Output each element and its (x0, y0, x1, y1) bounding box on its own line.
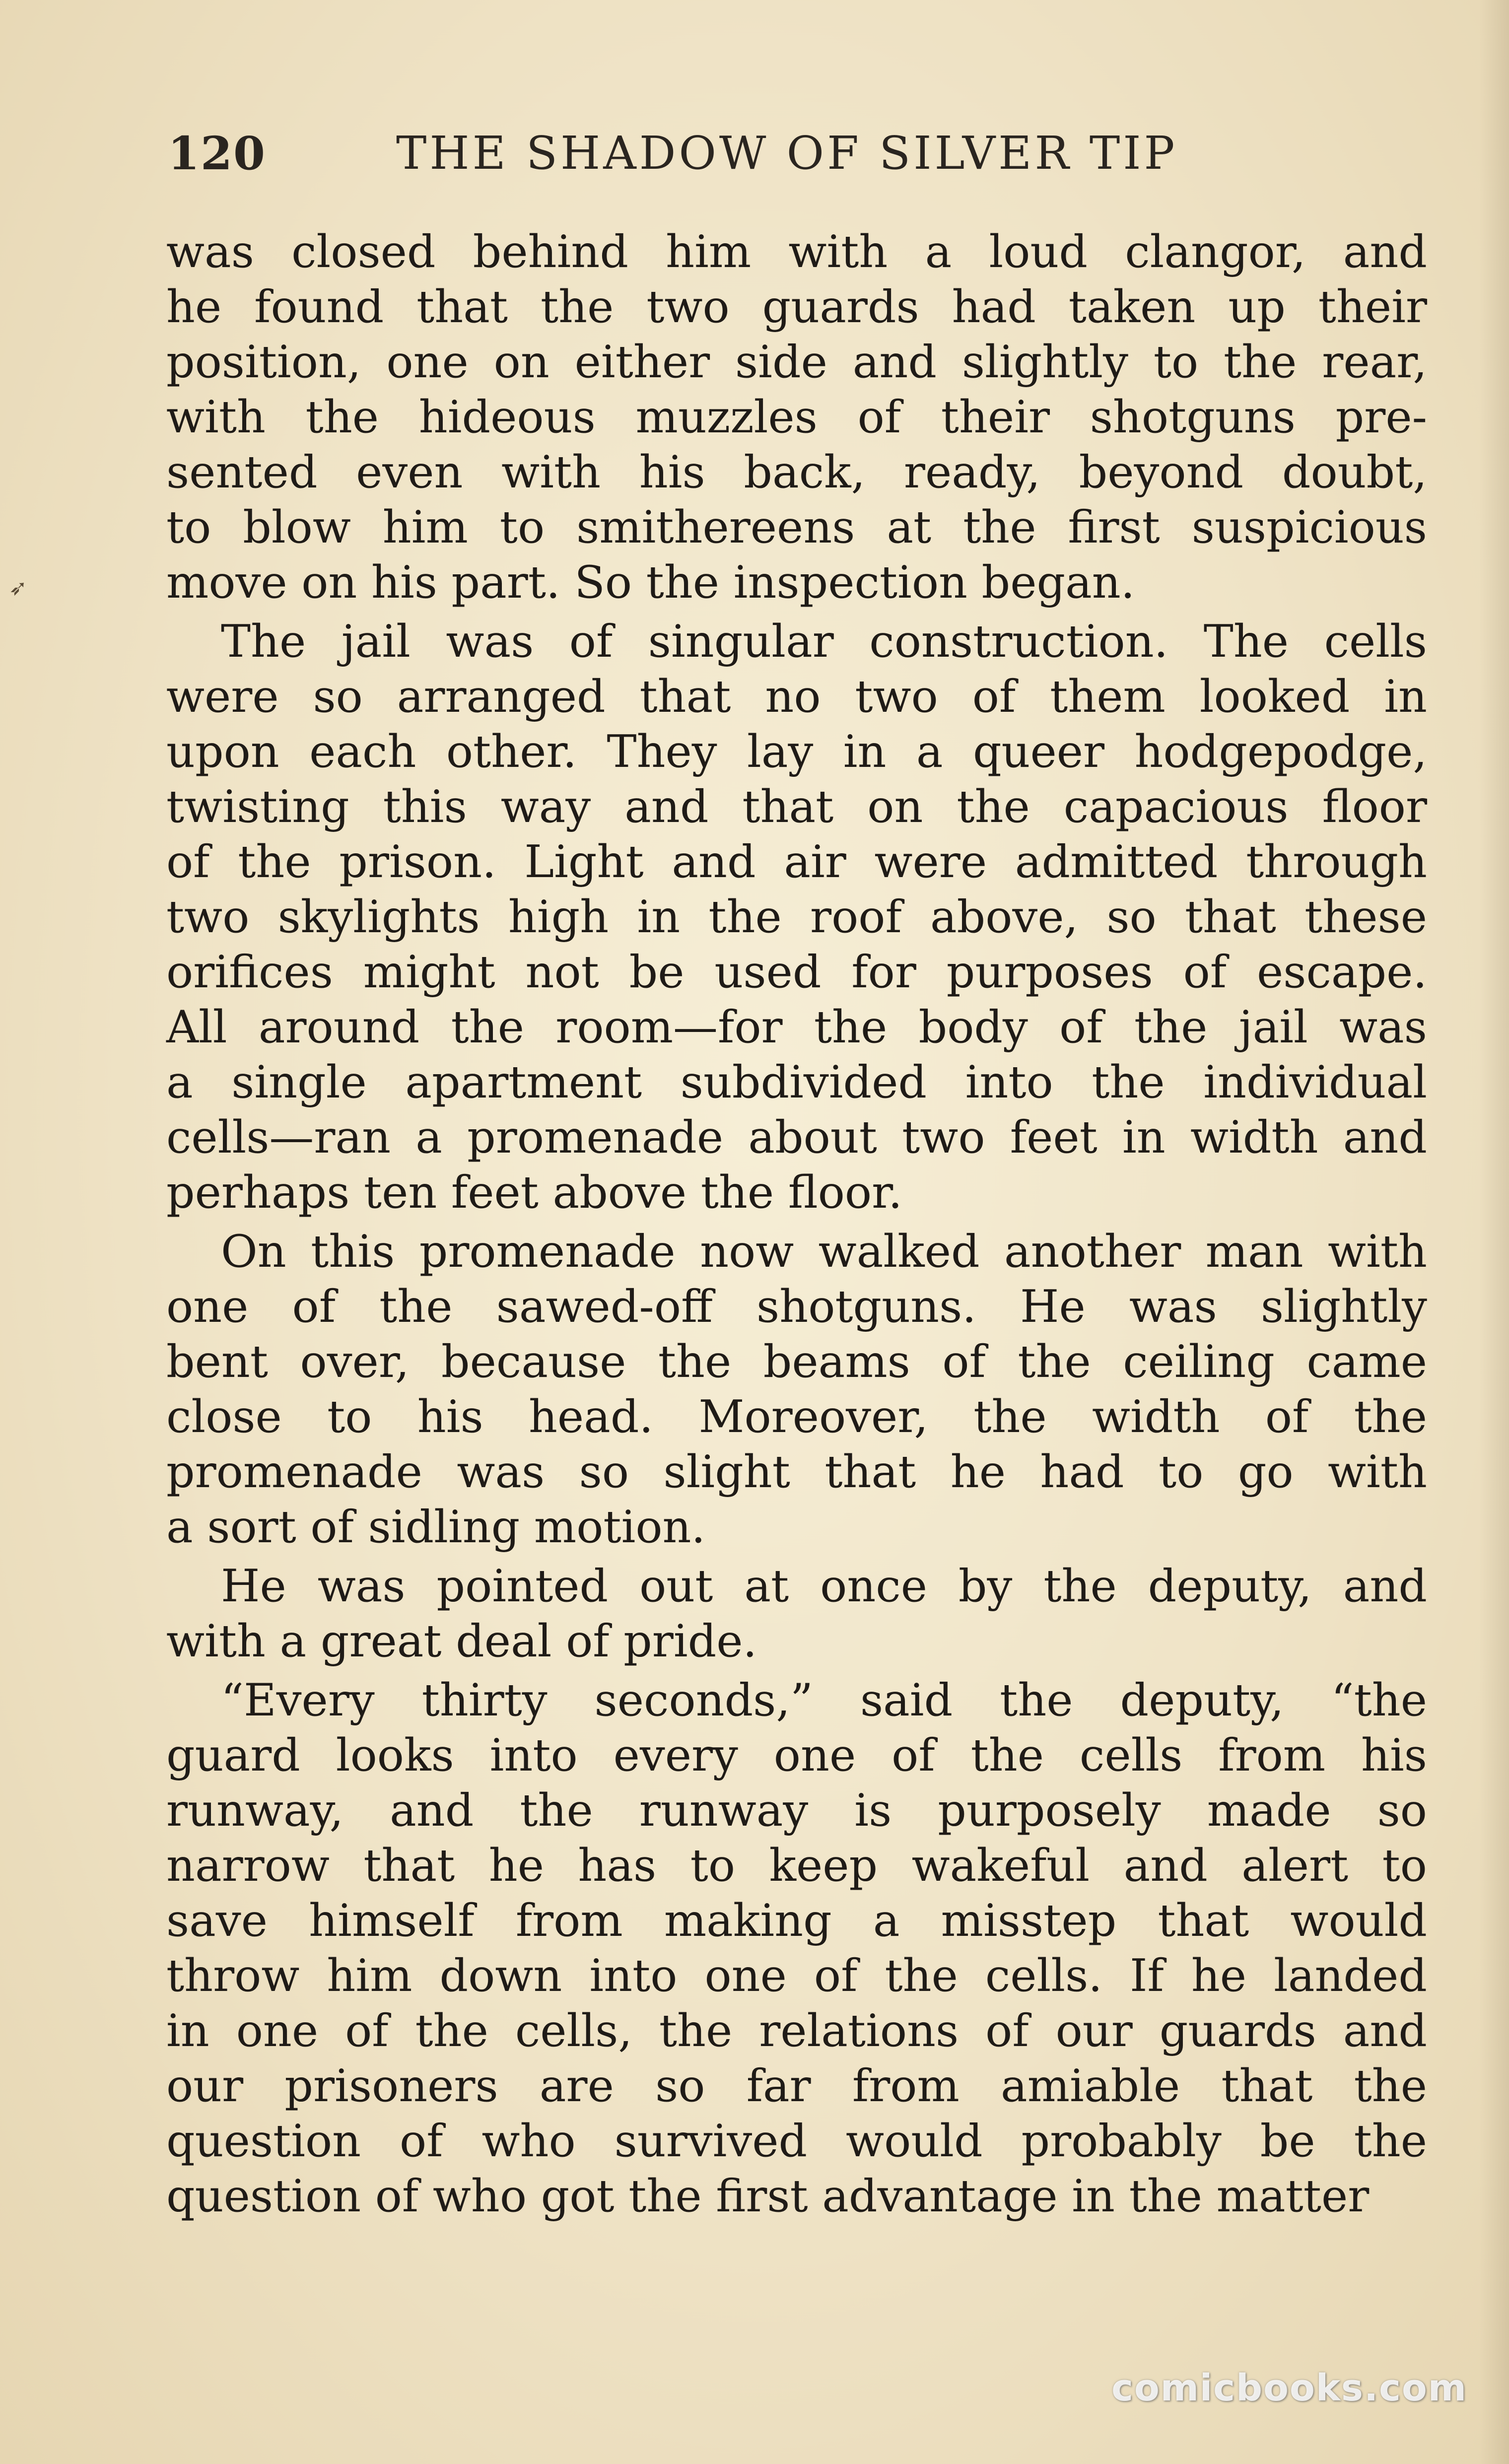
text-line: guard looks into every one of the cells from his (166, 1729, 1427, 1781)
text-line: one of the sawed-off shotguns. He was slightly (166, 1281, 1427, 1333)
text-line: All around the room—for the body of the jail was (166, 1001, 1427, 1053)
text-line: “Every thirty seconds,” said the deputy, “the (221, 1674, 1427, 1726)
text-line: save himself from making a misstep that would (166, 1895, 1427, 1947)
text-line: two skylights high in the roof above, so that these (166, 891, 1427, 943)
text-line: promenade was so slight that he had to go with (166, 1446, 1427, 1498)
text-line: throw him down into one of the cells. If he landed (166, 1950, 1427, 2002)
paragraph (166, 614, 1427, 1220)
text-line: was closed behind him with a loud clangor, and (166, 226, 1427, 278)
text-line: a single apartment subdivided into the individual (166, 1056, 1427, 1108)
page-header (168, 127, 1309, 186)
paragraph (166, 224, 1427, 610)
text-line: On this promenade now walked another man with (221, 1226, 1427, 1278)
text-line: question of who survived would probably be the (166, 2115, 1427, 2167)
text-line: he found that the two guards had taken up their (166, 281, 1427, 333)
running-title: THE SHADOW OF SILVER TIP (396, 127, 1178, 180)
text-line: move on his part. So the inspection began. (166, 556, 1135, 609)
text-line: cells—ran a promenade about two feet in width and (166, 1111, 1427, 1164)
text-line: position, one on either side and slightly to the rear, (166, 336, 1427, 388)
text-line: sented even with his back, ready, beyond doubt, (166, 446, 1427, 498)
text-line: He was pointed out at once by the deputy, and (221, 1560, 1427, 1612)
text-line: to blow him to smithereens at the first suspicious (166, 501, 1427, 553)
text-line: with the hideous muzzles of their shotguns pre- (166, 391, 1427, 443)
paragraph (166, 1559, 1427, 1669)
text-line: a sort of sidling motion. (166, 1501, 706, 1553)
text-line: with a great deal of pride. (166, 1615, 757, 1667)
text-line: orifices might not be used for purposes of escape. (166, 946, 1427, 998)
page-number: 120 (168, 127, 267, 180)
text-line: close to his head. Moreover, the width of the (166, 1391, 1427, 1443)
text-line: perhaps ten feet above the floor. (166, 1166, 902, 1219)
text-line: question of who got the first advantage in the matter (166, 2170, 1370, 2222)
page-edge-shadow (1479, 0, 1509, 2464)
text-line: in one of the cells, the relations of our guards and (166, 2005, 1427, 2057)
text-line: of the prison. Light and air were admitted through (166, 836, 1427, 888)
text-line: were so arranged that no two of them looked in (166, 671, 1427, 723)
text-line: The jail was of singular construction. The cells (221, 616, 1427, 668)
text-line: narrow that he has to keep wakeful and alert to (166, 1840, 1427, 1892)
body-text (166, 224, 1427, 2228)
text-line: bent over, because the beams of the ceiling came (166, 1336, 1427, 1388)
paragraph (166, 1673, 1427, 2224)
text-line: twisting this way and that on the capacious floor (166, 781, 1427, 833)
text-line: our prisoners are so far from amiable that the (166, 2060, 1427, 2112)
text-line: runway, and the runway is purposely made so (166, 1784, 1427, 1837)
watermark: comicbooks.com (1111, 2367, 1467, 2409)
margin-mark-icon: ➶ (9, 575, 27, 601)
paragraph (166, 1224, 1427, 1555)
text-line: upon each other. They lay in a queer hodgepodge, (166, 726, 1427, 778)
